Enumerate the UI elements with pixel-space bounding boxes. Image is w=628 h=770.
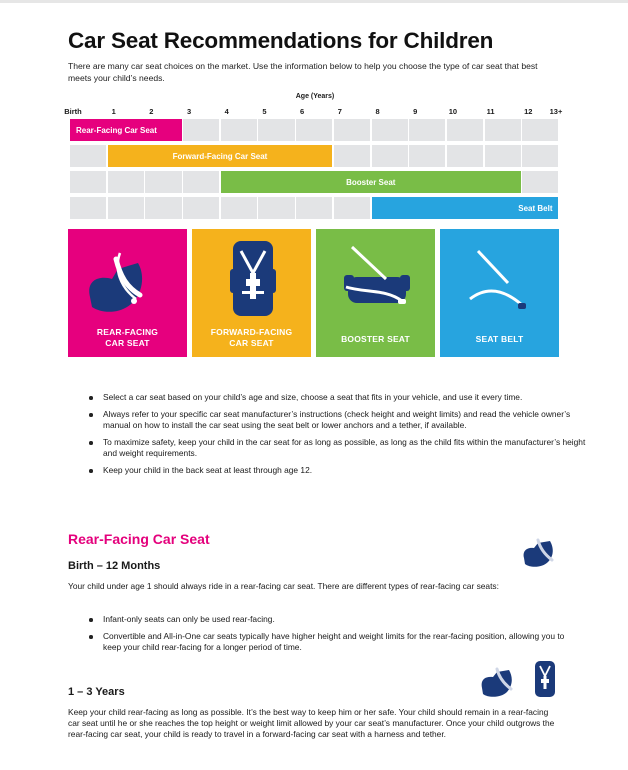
grid-cell (70, 171, 106, 193)
grid-cell (221, 197, 257, 219)
page-title: Car Seat Recommendations for Children (68, 28, 494, 53)
grid-cell (447, 119, 483, 141)
list-item: Select a car seat based on your child’s age and size, choose a seat that fits in your vehicle, and use it every time. (103, 392, 593, 403)
age-range-bar: Forward-Facing Car Seat (108, 145, 333, 167)
subheading-birth-12-months: Birth – 12 Months (68, 560, 161, 572)
grid-cell (409, 145, 445, 167)
grid-cell (485, 119, 521, 141)
age-tick: 13+ (549, 107, 563, 116)
page (64, 26, 586, 739)
rear-facing-card (68, 229, 187, 357)
grid-cell (334, 145, 370, 167)
rear-facing-seat-small-icon (478, 666, 520, 700)
grid-cell (70, 145, 106, 167)
age-axis (64, 105, 563, 119)
list-item: Infant-only seats can only be used rear-facing. (103, 614, 583, 625)
age-axis-title: Age (Years) (295, 93, 335, 100)
age-tick: 7 (337, 107, 342, 116)
grid-cell (221, 119, 257, 141)
grid-cell (183, 171, 219, 193)
grid-cell (485, 145, 521, 167)
grid-cell (258, 119, 294, 141)
paragraph: Keep your child rear-facing as long as possible. It’s the best way to keep him or her safe. Your child should remain in a rear-facing car seat until he or she reaches the top height or weight limit allowed by your car seat’s manufacturer. Once your child outgrows the rear-facing car seat, your child is ready to travel in a forward-facing car seat with a harness and tether. (68, 707, 555, 739)
guidance-list (103, 392, 593, 482)
age-chart-grid (68, 119, 562, 223)
list-item: Keep your child in the back seat at least through age 12. (103, 465, 593, 476)
rear-facing-seat-small-icon (520, 538, 560, 570)
grid-cell (522, 145, 558, 167)
age-range-bar: Rear-Facing Car Seat (70, 119, 182, 141)
forward-facing-seat-small-icon (532, 660, 558, 700)
grid-cell (258, 197, 294, 219)
rear-facing-types-list (103, 614, 583, 659)
subheading-1-3-years: 1 – 3 Years (68, 686, 125, 698)
grid-cell (108, 171, 144, 193)
age-tick: 9 (413, 107, 418, 116)
age-range-bar: Seat Belt (372, 197, 559, 219)
grid-cell (372, 119, 408, 141)
age-tick: 8 (375, 107, 380, 116)
list-item: To maximize safety, keep your child in the car seat for as long as possible, as long as the child fits within the manufacturer’s height and weight requirements. (103, 437, 593, 459)
forward-facing-card (192, 229, 311, 357)
grid-cell (296, 119, 332, 141)
age-tick: 2 (149, 107, 154, 116)
grid-cell (145, 197, 181, 219)
grid-cell (108, 197, 144, 219)
seat-type-cards (68, 229, 562, 357)
age-tick: 1 (111, 107, 116, 116)
rear-facing-label: REAR-FACING CAR SEAT (96, 327, 159, 348)
grid-cell (447, 145, 483, 167)
top-rule (0, 0, 628, 3)
grid-cell (409, 119, 445, 141)
grid-cell (334, 119, 370, 141)
grid-cell (145, 171, 181, 193)
forward-facing-label: FORWARD-FACING CAR SEAT (210, 327, 293, 348)
grid-cell (70, 197, 106, 219)
list-item: Always refer to your specific car seat manufacturer’s instructions (check height and weight limits) and read the vehicle owner’s manual on how to install the car seat using the seat belt or lower anchors and a tether, if available. (103, 409, 593, 431)
paragraph: Your child under age 1 should always ride in a rear-facing car seat. There are different types of rear-facing car seats: (68, 581, 499, 591)
age-tick: 4 (224, 107, 229, 116)
age-tick: 5 (262, 107, 267, 116)
grid-cell (183, 119, 219, 141)
age-range-bar: Booster Seat (221, 171, 521, 193)
grid-cell (522, 119, 558, 141)
grid-cell (296, 197, 332, 219)
age-tick: 10 (448, 107, 458, 116)
age-tick: 12 (524, 107, 533, 116)
age-tick: Birth (64, 107, 82, 116)
intro-paragraph: There are many car seat choices on the market. Use the information below to help you choose the type of car seat that best meets your child’s needs. (68, 61, 538, 83)
seat-belt-label: SEAT BELT (475, 334, 524, 344)
grid-cell (183, 197, 219, 219)
seat-belt-card (440, 229, 559, 357)
grid-cell (334, 197, 370, 219)
age-tick: 6 (300, 107, 305, 116)
grid-cell (522, 171, 558, 193)
list-item: Convertible and All-in-One car seats typically have higher height and weight limits for the rear-facing position, allowing you to keep your child rear-facing for a longer period of time. (103, 631, 583, 653)
grid-cell (372, 145, 408, 167)
age-tick: 11 (486, 107, 495, 116)
booster-label: BOOSTER SEAT (341, 334, 410, 344)
age-tick: 3 (186, 107, 192, 116)
booster-card (316, 229, 435, 357)
section-title: Rear-Facing Car Seat (68, 531, 210, 547)
